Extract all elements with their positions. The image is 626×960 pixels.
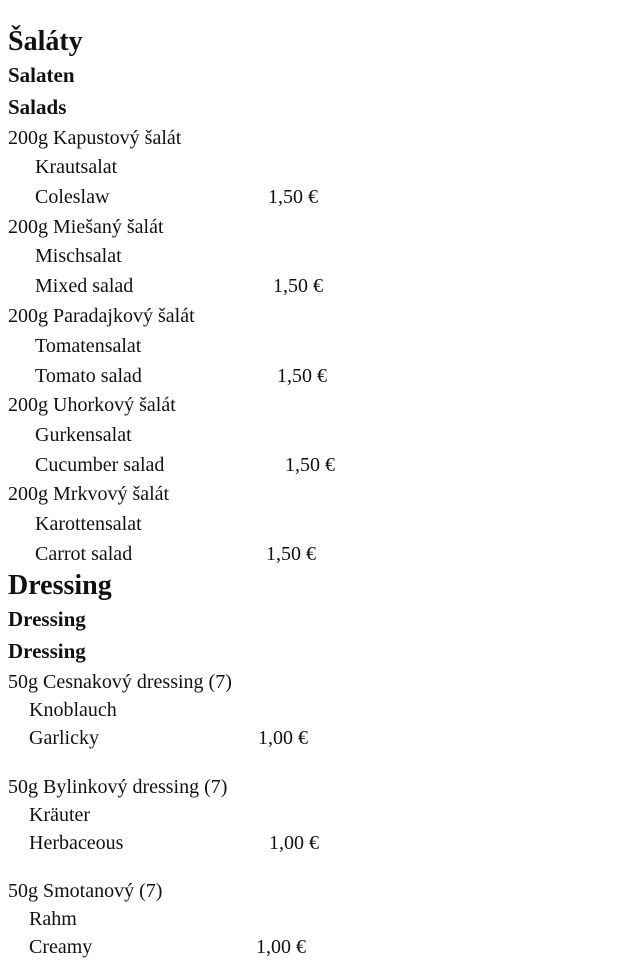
menu-item-name-de: Kräuter	[29, 804, 91, 826]
dressing-heading-sk: Dressing	[8, 570, 112, 601]
menu-item-name-de: Mischsalat	[35, 245, 122, 267]
menu-item-name-sk: 200g Uhorkový šalát	[8, 394, 176, 416]
menu-item-price: 1,00 €	[258, 727, 308, 749]
menu-item-name-de: Krautsalat	[35, 156, 118, 178]
menu-item-name-en: Mixed salad	[35, 275, 134, 297]
salads-heading-de: Salaten	[8, 63, 75, 87]
menu-item-name-en: Tomato salad	[35, 365, 142, 387]
menu-item-name-de: Knoblauch	[29, 699, 117, 721]
menu-item-name-sk: 200g Mrkvový šalát	[8, 483, 170, 505]
menu-item-price: 1,50 €	[266, 543, 316, 565]
salads-heading-sk: Šaláty	[8, 26, 83, 57]
menu-item-name-sk: 200g Miešaný šalát	[8, 216, 164, 238]
menu-item-name-sk: 50g Smotanový (7)	[8, 880, 163, 902]
menu-item-name-de: Tomatensalat	[35, 335, 142, 357]
menu-item-name-de: Karottensalat	[35, 513, 142, 535]
menu-item-name-sk: 50g Bylinkový dressing (7)	[8, 776, 228, 798]
menu-item-name-en: Carrot salad	[35, 543, 133, 565]
menu-item-name-sk: 50g Cesnakový dressing (7)	[8, 671, 232, 693]
menu-item-price: 1,50 €	[285, 454, 335, 476]
menu-item-price: 1,00 €	[269, 832, 319, 854]
dressing-heading-en: Dressing	[8, 639, 86, 663]
menu-item-name-en: Herbaceous	[29, 832, 124, 854]
menu-item-price: 1,50 €	[268, 186, 318, 208]
menu-item-price: 1,50 €	[277, 365, 327, 387]
menu-item-price: 1,00 €	[256, 936, 306, 958]
menu-item-name-de: Rahm	[29, 908, 77, 930]
menu-item-name-sk: 200g Kapustový šalát	[8, 127, 182, 149]
menu-item-name-sk: 200g Paradajkový šalát	[8, 305, 195, 327]
menu-item-price: 1,50 €	[273, 275, 323, 297]
menu-item-name-en: Cucumber salad	[35, 454, 165, 476]
salads-heading-en: Salads	[8, 95, 67, 119]
dressing-heading-de: Dressing	[8, 607, 86, 631]
menu-item-name-en: Coleslaw	[35, 186, 110, 208]
menu-item-name-en: Creamy	[29, 936, 93, 958]
menu-item-name-de: Gurkensalat	[35, 424, 132, 446]
menu-item-name-en: Garlicky	[29, 727, 99, 749]
